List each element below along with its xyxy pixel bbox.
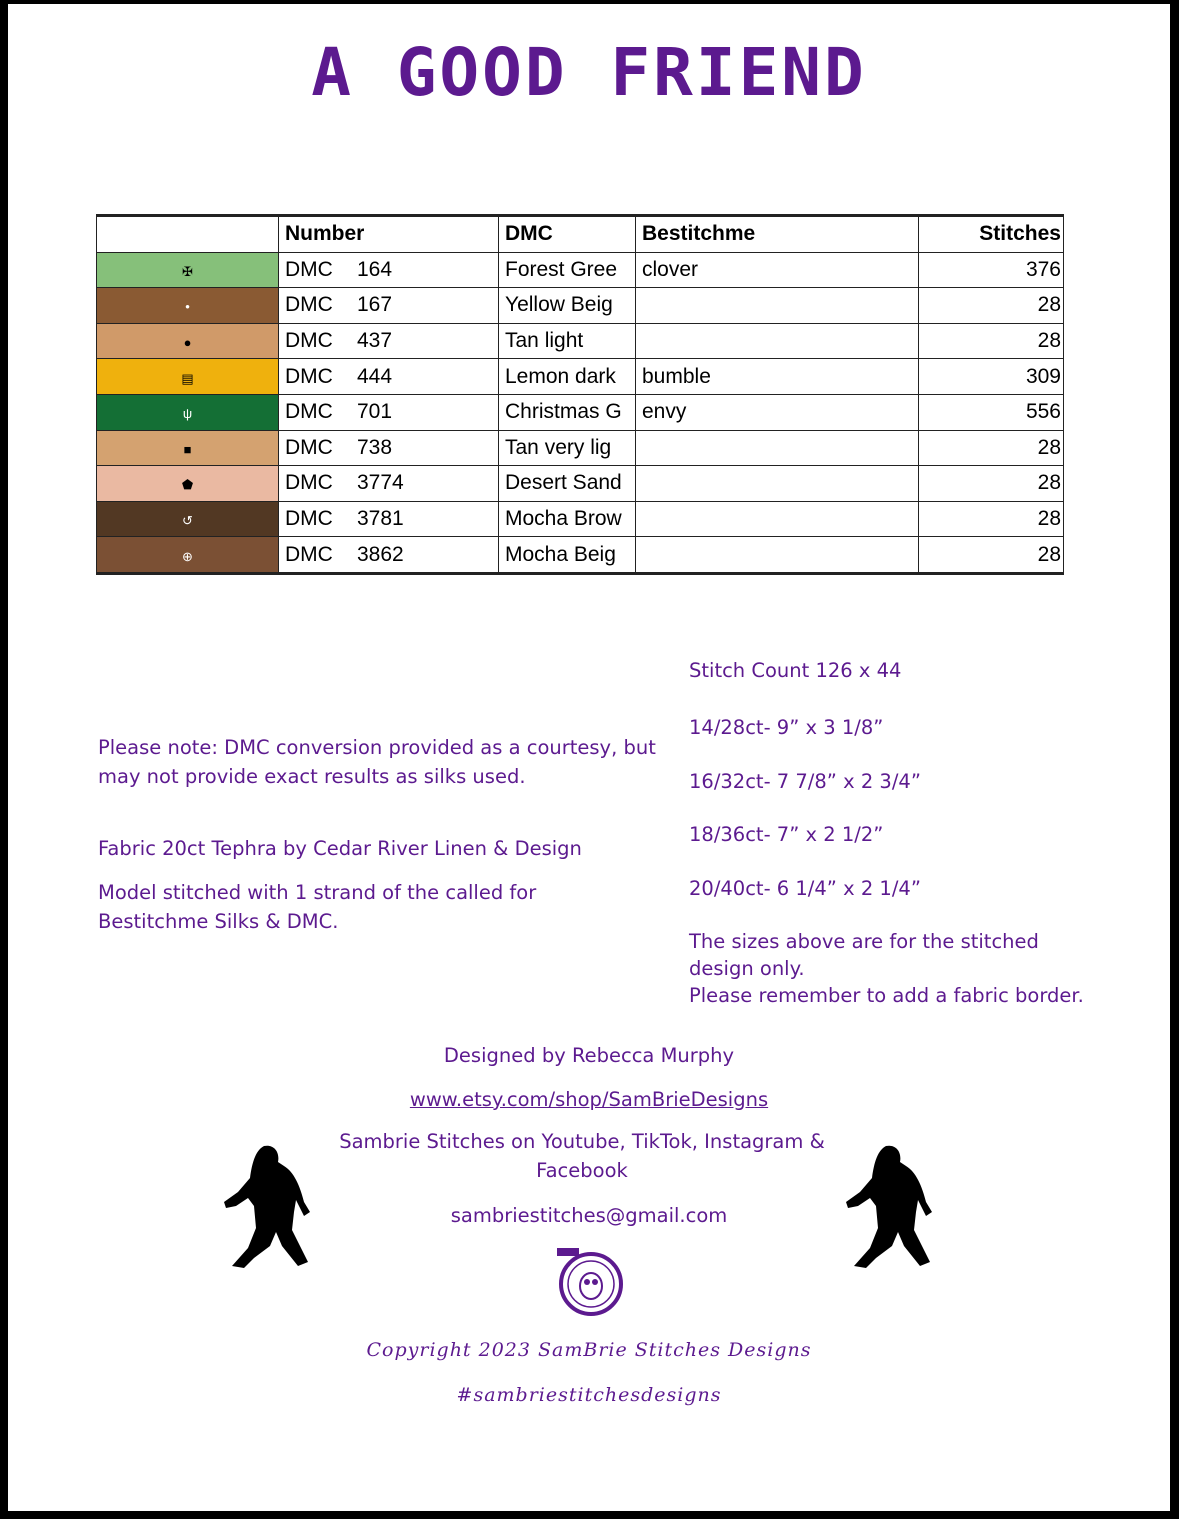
page-title: A GOOD FRIEND: [311, 34, 867, 111]
color-swatch: [97, 501, 279, 537]
header-swatch: [97, 216, 279, 253]
color-swatch: [97, 537, 279, 574]
size-disclaimer: The sizes above are for the stitched design only.: [689, 930, 1039, 980]
size-20ct: 20/40ct- 6 1/4” x 2 1/4”: [689, 877, 921, 900]
dmc-color-name: Mocha Brow: [499, 501, 636, 537]
chart-symbol-icon: ▤: [181, 370, 194, 386]
thread-number: [279, 394, 499, 430]
table-row: [97, 323, 1064, 359]
header-stitches: Stitches: [919, 216, 1064, 253]
stitch-count-cell: 28: [919, 466, 1064, 502]
stitch-count-cell: 28: [919, 323, 1064, 359]
dmc-color-name: Tan very lig: [499, 430, 636, 466]
bestitchme-name: [636, 501, 919, 537]
bestitchme-name: bumble: [636, 359, 919, 395]
color-swatch: [97, 252, 279, 288]
copyright: Copyright 2023 SamBrie Stitches Designs: [366, 1339, 812, 1361]
designer-credit: Designed by Rebecca Murphy: [443, 1044, 735, 1067]
table-row: [97, 466, 1064, 502]
thread-number: [279, 323, 499, 359]
dmc-color-name: Mocha Beig: [499, 537, 636, 574]
thread-code: 164: [357, 257, 393, 281]
color-swatch: [97, 323, 279, 359]
size-18ct: 18/36ct- 7” x 2 1/2”: [689, 823, 884, 846]
sambrie-logo: [555, 1246, 627, 1318]
thread-number: [279, 359, 499, 395]
thread-number: [279, 466, 499, 502]
chart-symbol-icon: ⊕: [182, 548, 193, 564]
color-swatch: [97, 466, 279, 502]
thread-brand: DMC: [285, 364, 333, 388]
stitch-count-cell: 556: [919, 394, 1064, 430]
bestitchme-name: [636, 288, 919, 324]
stitch-count-cell: 28: [919, 430, 1064, 466]
conversion-note: Please note: DMC conversion provided as a courtesy, but may not provide exact results as silks used.: [98, 736, 656, 788]
table-row: [97, 359, 1064, 395]
thread-code: 738: [357, 435, 393, 459]
size-14ct: 14/28ct- 9” x 3 1/8”: [689, 716, 884, 739]
header-dmc: DMC: [499, 216, 636, 253]
thread-code: 3862: [357, 542, 404, 566]
dmc-color-name: Forest Gree: [499, 252, 636, 288]
stitch-count-cell: 376: [919, 252, 1064, 288]
stitch-count: Stitch Count 126 x 44: [689, 659, 902, 682]
dmc-color-name: Yellow Beig: [499, 288, 636, 324]
thread-code: 701: [357, 400, 393, 424]
table-row: [97, 394, 1064, 430]
hashtag: #sambriestitchesdesigns: [456, 1384, 722, 1406]
chart-symbol-icon: ⬟: [181, 477, 194, 493]
stitch-count-cell: 28: [919, 288, 1064, 324]
chart-symbol-icon: ✠: [182, 263, 193, 279]
chart-symbol-icon: ψ: [182, 406, 193, 422]
thread-code: 167: [357, 293, 393, 317]
thread-brand: DMC: [285, 542, 333, 566]
thread-brand: DMC: [285, 400, 333, 424]
social-media-text: Sambrie Stitches on Youtube, TikTok, Instagram & Facebook: [339, 1130, 825, 1182]
color-swatch: [97, 359, 279, 395]
stitch-count-cell: 309: [919, 359, 1064, 395]
fabric-border-note: Please remember to add a fabric border.: [689, 984, 1084, 1007]
bestitchme-name: clover: [636, 252, 919, 288]
dmc-color-name: Tan light: [499, 323, 636, 359]
table-row: [97, 430, 1064, 466]
thread-brand: DMC: [285, 435, 333, 459]
thread-number: [279, 537, 499, 574]
etsy-shop-link[interactable]: www.etsy.com/shop/SamBrieDesigns: [409, 1088, 769, 1111]
bestitchme-name: [636, 323, 919, 359]
thread-number: [279, 501, 499, 537]
thread-brand: DMC: [285, 257, 333, 281]
size-16ct: 16/32ct- 7 7/8” x 2 3/4”: [689, 770, 921, 793]
stitch-count-cell: 28: [919, 501, 1064, 537]
thread-brand: DMC: [285, 329, 333, 353]
color-swatch: [97, 394, 279, 430]
color-swatch: [97, 288, 279, 324]
pattern-page: [8, 4, 1170, 1511]
contact-email[interactable]: sambriestitches@gmail.com: [450, 1204, 728, 1227]
thread-code: 3774: [357, 471, 404, 495]
dmc-color-name: Desert Sand: [499, 466, 636, 502]
header-number: Number: [279, 216, 499, 253]
header-bestitchme: Bestitchme: [636, 216, 919, 253]
bigfoot-silhouette-right: [840, 1142, 940, 1272]
thread-number: [279, 288, 499, 324]
thread-code: 437: [357, 329, 393, 353]
thread-code: 3781: [357, 507, 404, 531]
dmc-color-name: Christmas G: [499, 394, 636, 430]
thread-brand: DMC: [285, 507, 333, 531]
chart-symbol-icon: •: [185, 299, 190, 315]
chart-symbol-icon: ↺: [182, 513, 193, 529]
thread-brand: DMC: [285, 471, 333, 495]
chart-symbol-icon: ■: [183, 441, 192, 457]
model-note: Model stitched with 1 strand of the called for Bestitchme Silks & DMC.: [98, 881, 537, 933]
thread-code: 444: [357, 364, 393, 388]
fabric-note: Fabric 20ct Tephra by Cedar River Linen & Design: [98, 837, 582, 860]
table-row: [97, 537, 1064, 574]
table-row: [97, 288, 1064, 324]
stitch-count-cell: 28: [919, 537, 1064, 574]
table-row: [97, 252, 1064, 288]
thread-number: [279, 430, 499, 466]
chart-symbol-icon: ●: [183, 335, 192, 351]
bestitchme-name: [636, 466, 919, 502]
bigfoot-silhouette-left: [218, 1142, 318, 1272]
dmc-color-name: Lemon dark: [499, 359, 636, 395]
thread-brand: DMC: [285, 293, 333, 317]
bestitchme-name: [636, 537, 919, 574]
table-row: [97, 501, 1064, 537]
bestitchme-name: [636, 430, 919, 466]
bestitchme-name: envy: [636, 394, 919, 430]
table-header-row: [97, 216, 1064, 253]
thread-number: [279, 252, 499, 288]
color-swatch: [97, 430, 279, 466]
thread-legend-table: [96, 214, 1064, 575]
